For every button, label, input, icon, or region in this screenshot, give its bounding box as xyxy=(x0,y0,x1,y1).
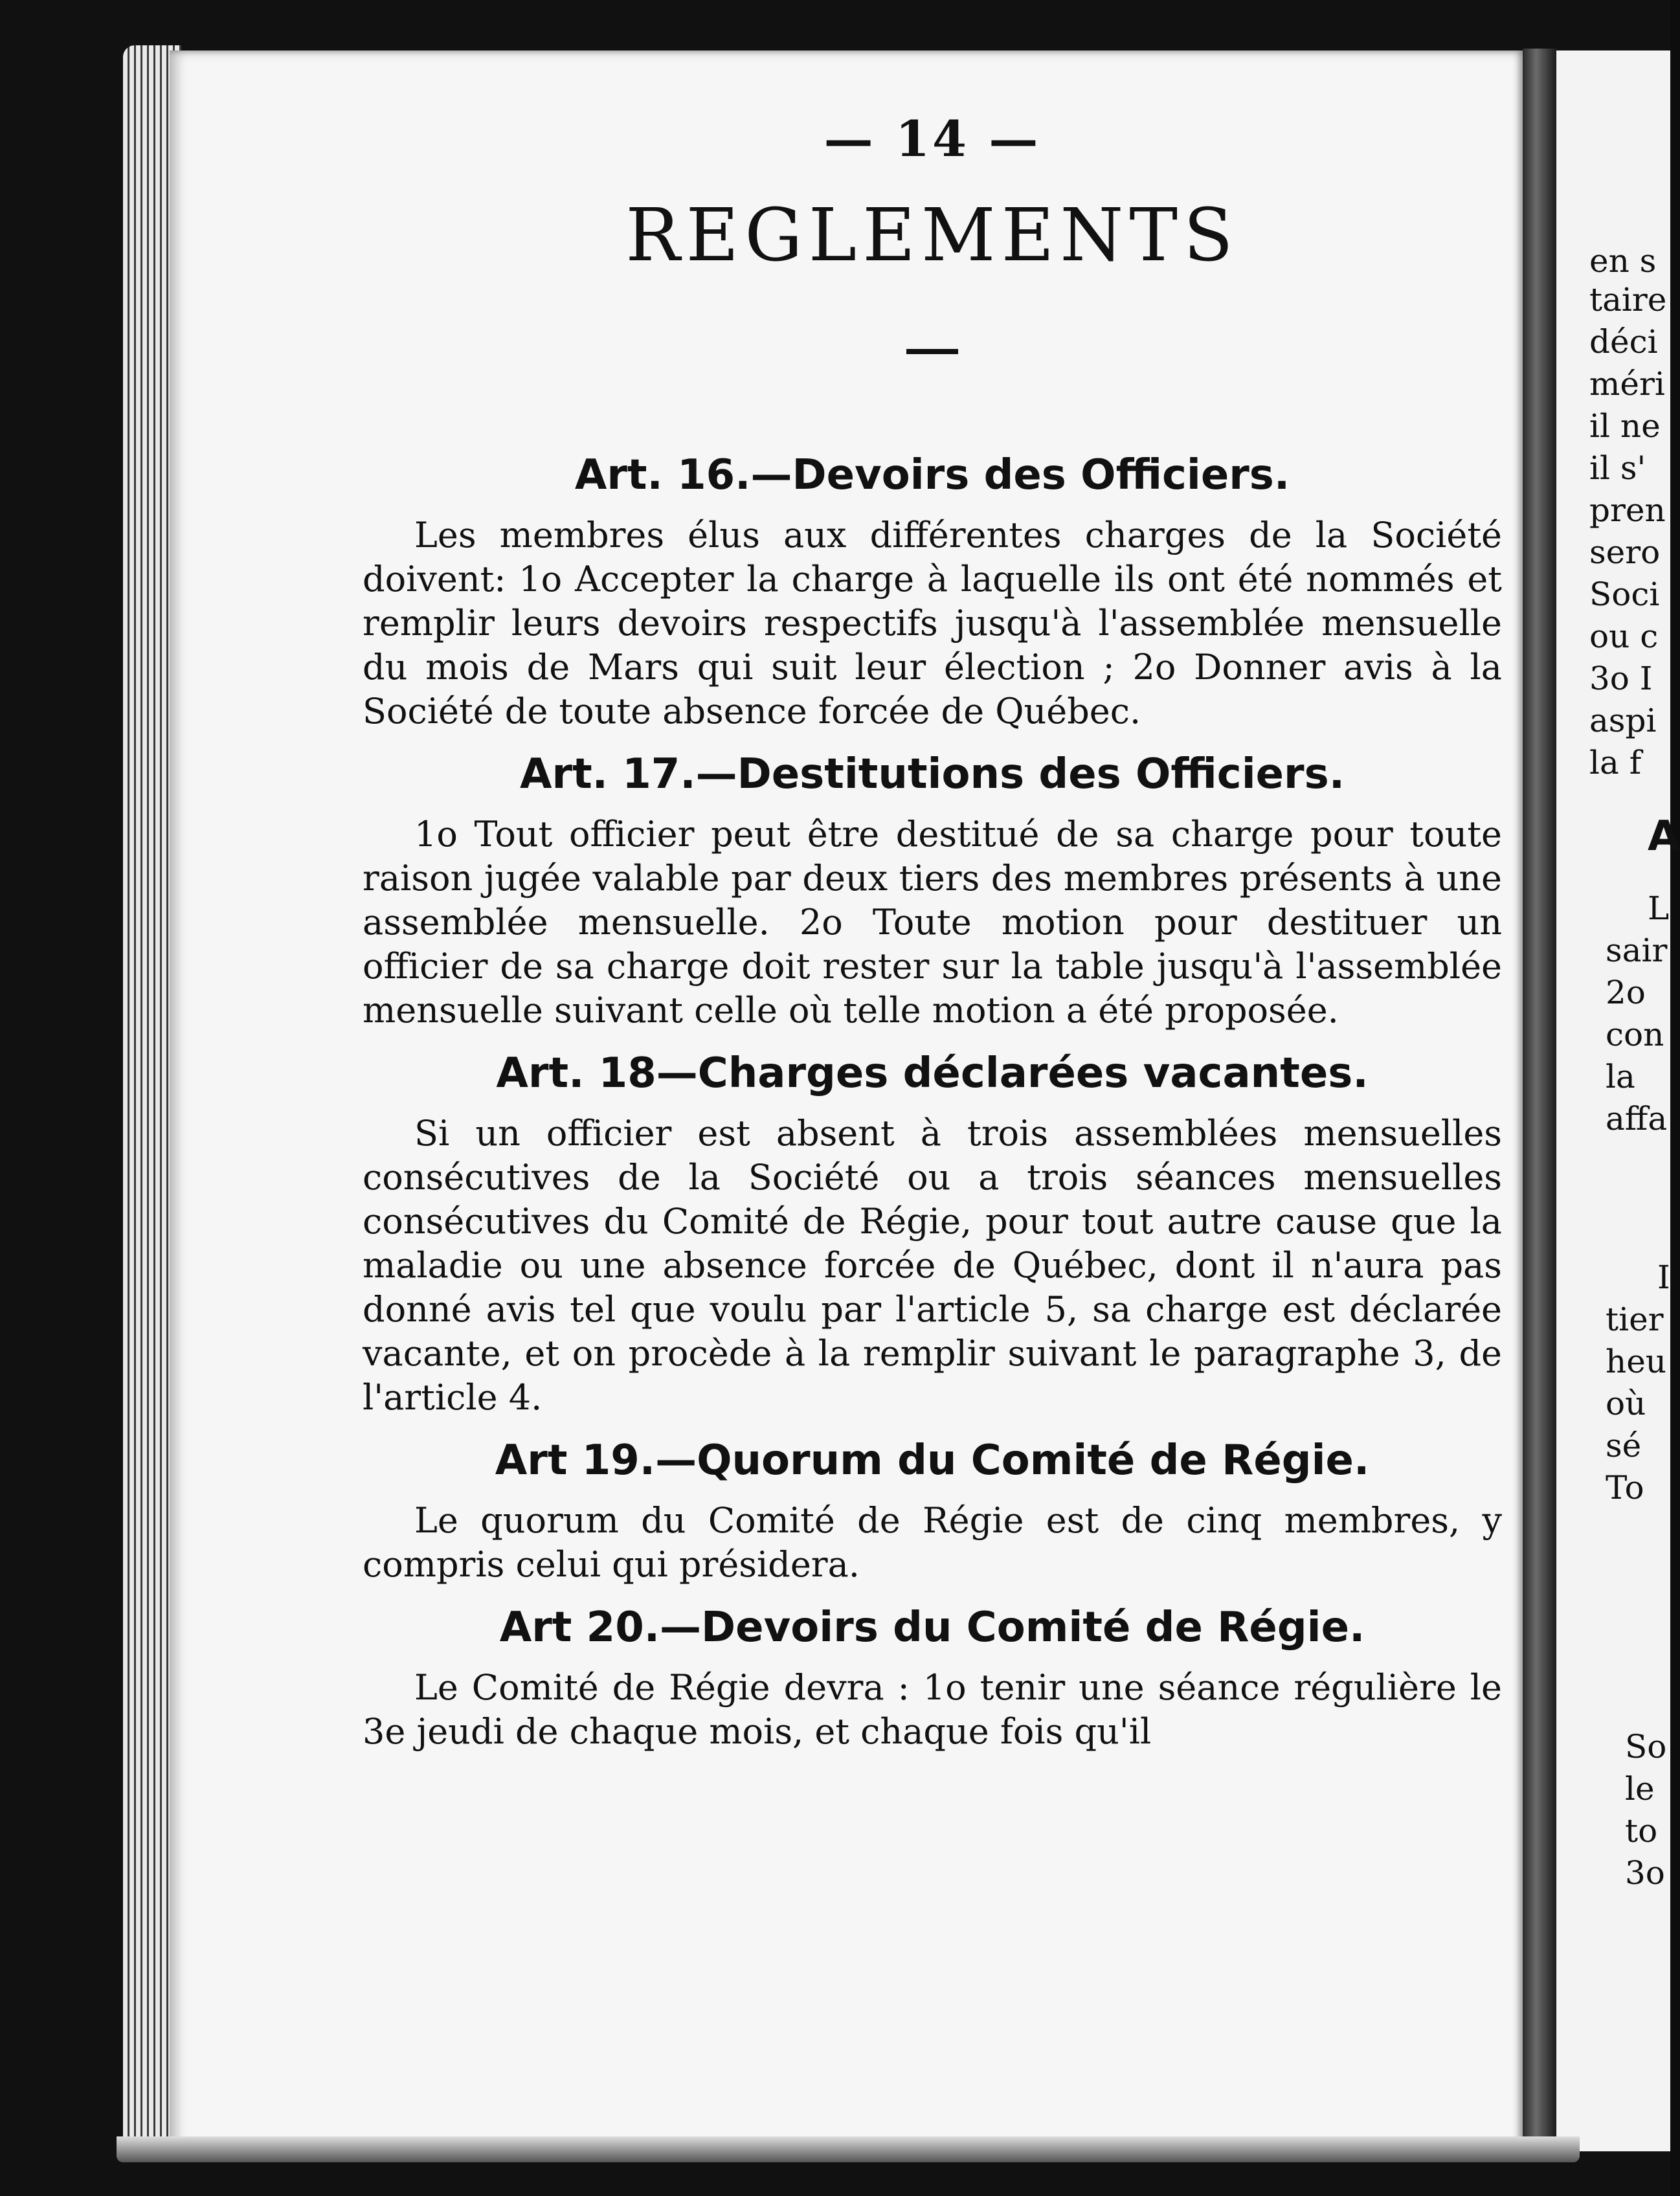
right-page-fragment: Soci xyxy=(1589,576,1660,613)
right-page-fragment: To xyxy=(1606,1469,1644,1507)
right-page-fragment: affa xyxy=(1606,1100,1668,1137)
right-page-fragment: taire xyxy=(1589,281,1667,319)
page-number: — 14 — xyxy=(823,110,1041,168)
right-page-fragment: la f xyxy=(1589,744,1642,781)
book-gutter xyxy=(1523,49,1556,2153)
right-page-fragment: pren xyxy=(1589,491,1666,529)
right-page-fragment: to xyxy=(1625,1812,1658,1850)
article-19 xyxy=(363,1437,1502,1587)
right-page-fragment: L xyxy=(1648,890,1670,927)
article-body: Les membres élus aux différentes charges de la Société doivent: 1o Accepter la charge à laquelle ils ont été nommés et remplir leurs devoirs respectifs jusqu'à l'assemblée mensuelle du mois de Mars qui suit leur élection ; 2o Donner avis à la Société de toute absence forcée de Québec. xyxy=(363,515,1502,732)
right-page-fragment: tier xyxy=(1606,1301,1664,1338)
article-20 xyxy=(363,1604,1502,1754)
article-heading: Art 20.—Devoirs du Comité de Régie. xyxy=(499,1604,1365,1652)
article-18 xyxy=(363,1049,1502,1420)
right-page-fragment: A xyxy=(1648,812,1680,860)
right-page-fragment: ou c xyxy=(1589,618,1659,655)
article-heading: Art. 17.—Destitutions des Officiers. xyxy=(519,750,1345,798)
right-page-fragment: la xyxy=(1606,1058,1635,1095)
article-16 xyxy=(363,451,1502,734)
page-content xyxy=(363,110,1502,1771)
right-page-fragment: 2o xyxy=(1606,974,1646,1011)
right-page-fragment: en s xyxy=(1589,242,1657,280)
page-bottom-edge xyxy=(117,2136,1580,2162)
right-page-fragment: heu xyxy=(1606,1343,1666,1380)
right-page-fragment: I xyxy=(1657,1259,1670,1296)
right-page-fragment: con xyxy=(1606,1016,1664,1053)
article-heading: Art. 18—Charges déclarées vacantes. xyxy=(496,1049,1369,1097)
article-body: Si un officier est absent à trois assemblées mensuelles consécutives de la Société ou a trois séances mensuelles consécutives du Comité de Régie, pour tout autre cause que la maladie ou une absence forcée de Québec, dont il n'aura pas donné avis tel que voulu par l'article 5, sa charge est déclarée vacante, et on procède à la remplir suivant le paragraphe 3, de l'article 4. xyxy=(363,1113,1502,1418)
article-heading: Art. 16.—Devoirs des Officiers. xyxy=(574,451,1290,499)
right-page-fragment: 3o xyxy=(1625,1854,1665,1892)
article-body: Le quorum du Comité de Régie est de cinq membres, y compris celui qui présidera. xyxy=(363,1500,1502,1585)
title-rule xyxy=(906,349,958,354)
right-page-fragment: sé xyxy=(1606,1427,1642,1464)
right-page-fragment: sero xyxy=(1589,533,1661,571)
right-page-fragment: sair xyxy=(1606,932,1668,969)
right-page-fragment: déci xyxy=(1589,323,1658,361)
right-page-fragment: aspi xyxy=(1589,702,1657,739)
right-page-fragment: So xyxy=(1625,1728,1667,1765)
right-page-fragment: il s' xyxy=(1589,449,1646,487)
right-page-fragment: le xyxy=(1625,1770,1655,1808)
article-body: Le Comité de Régie devra : 1o tenir une séance régulière le 3e jeudi de chaque mois, et chaque fois qu'il xyxy=(363,1667,1502,1752)
right-page-fragment: 3o I xyxy=(1589,660,1653,697)
right-page-fragment: méri xyxy=(1589,365,1665,403)
right-page-fragment: où xyxy=(1606,1385,1646,1422)
page-title: REGLEMENTS xyxy=(625,194,1239,278)
right-page-fragment: il ne xyxy=(1589,407,1661,445)
article-body: 1o Tout officier peut être destitué de sa charge pour toute raison jugée valable par deux tiers des membres présents à une assemblée mensuelle. 2o Toute motion pour destituer un officier de sa charge doit rester sur la table jusqu'à l'assemblée mensuelle suivant celle où telle motion a été proposée. xyxy=(363,814,1502,1031)
article-heading: Art 19.—Quorum du Comité de Régie. xyxy=(495,1437,1370,1485)
article-17 xyxy=(363,750,1502,1033)
